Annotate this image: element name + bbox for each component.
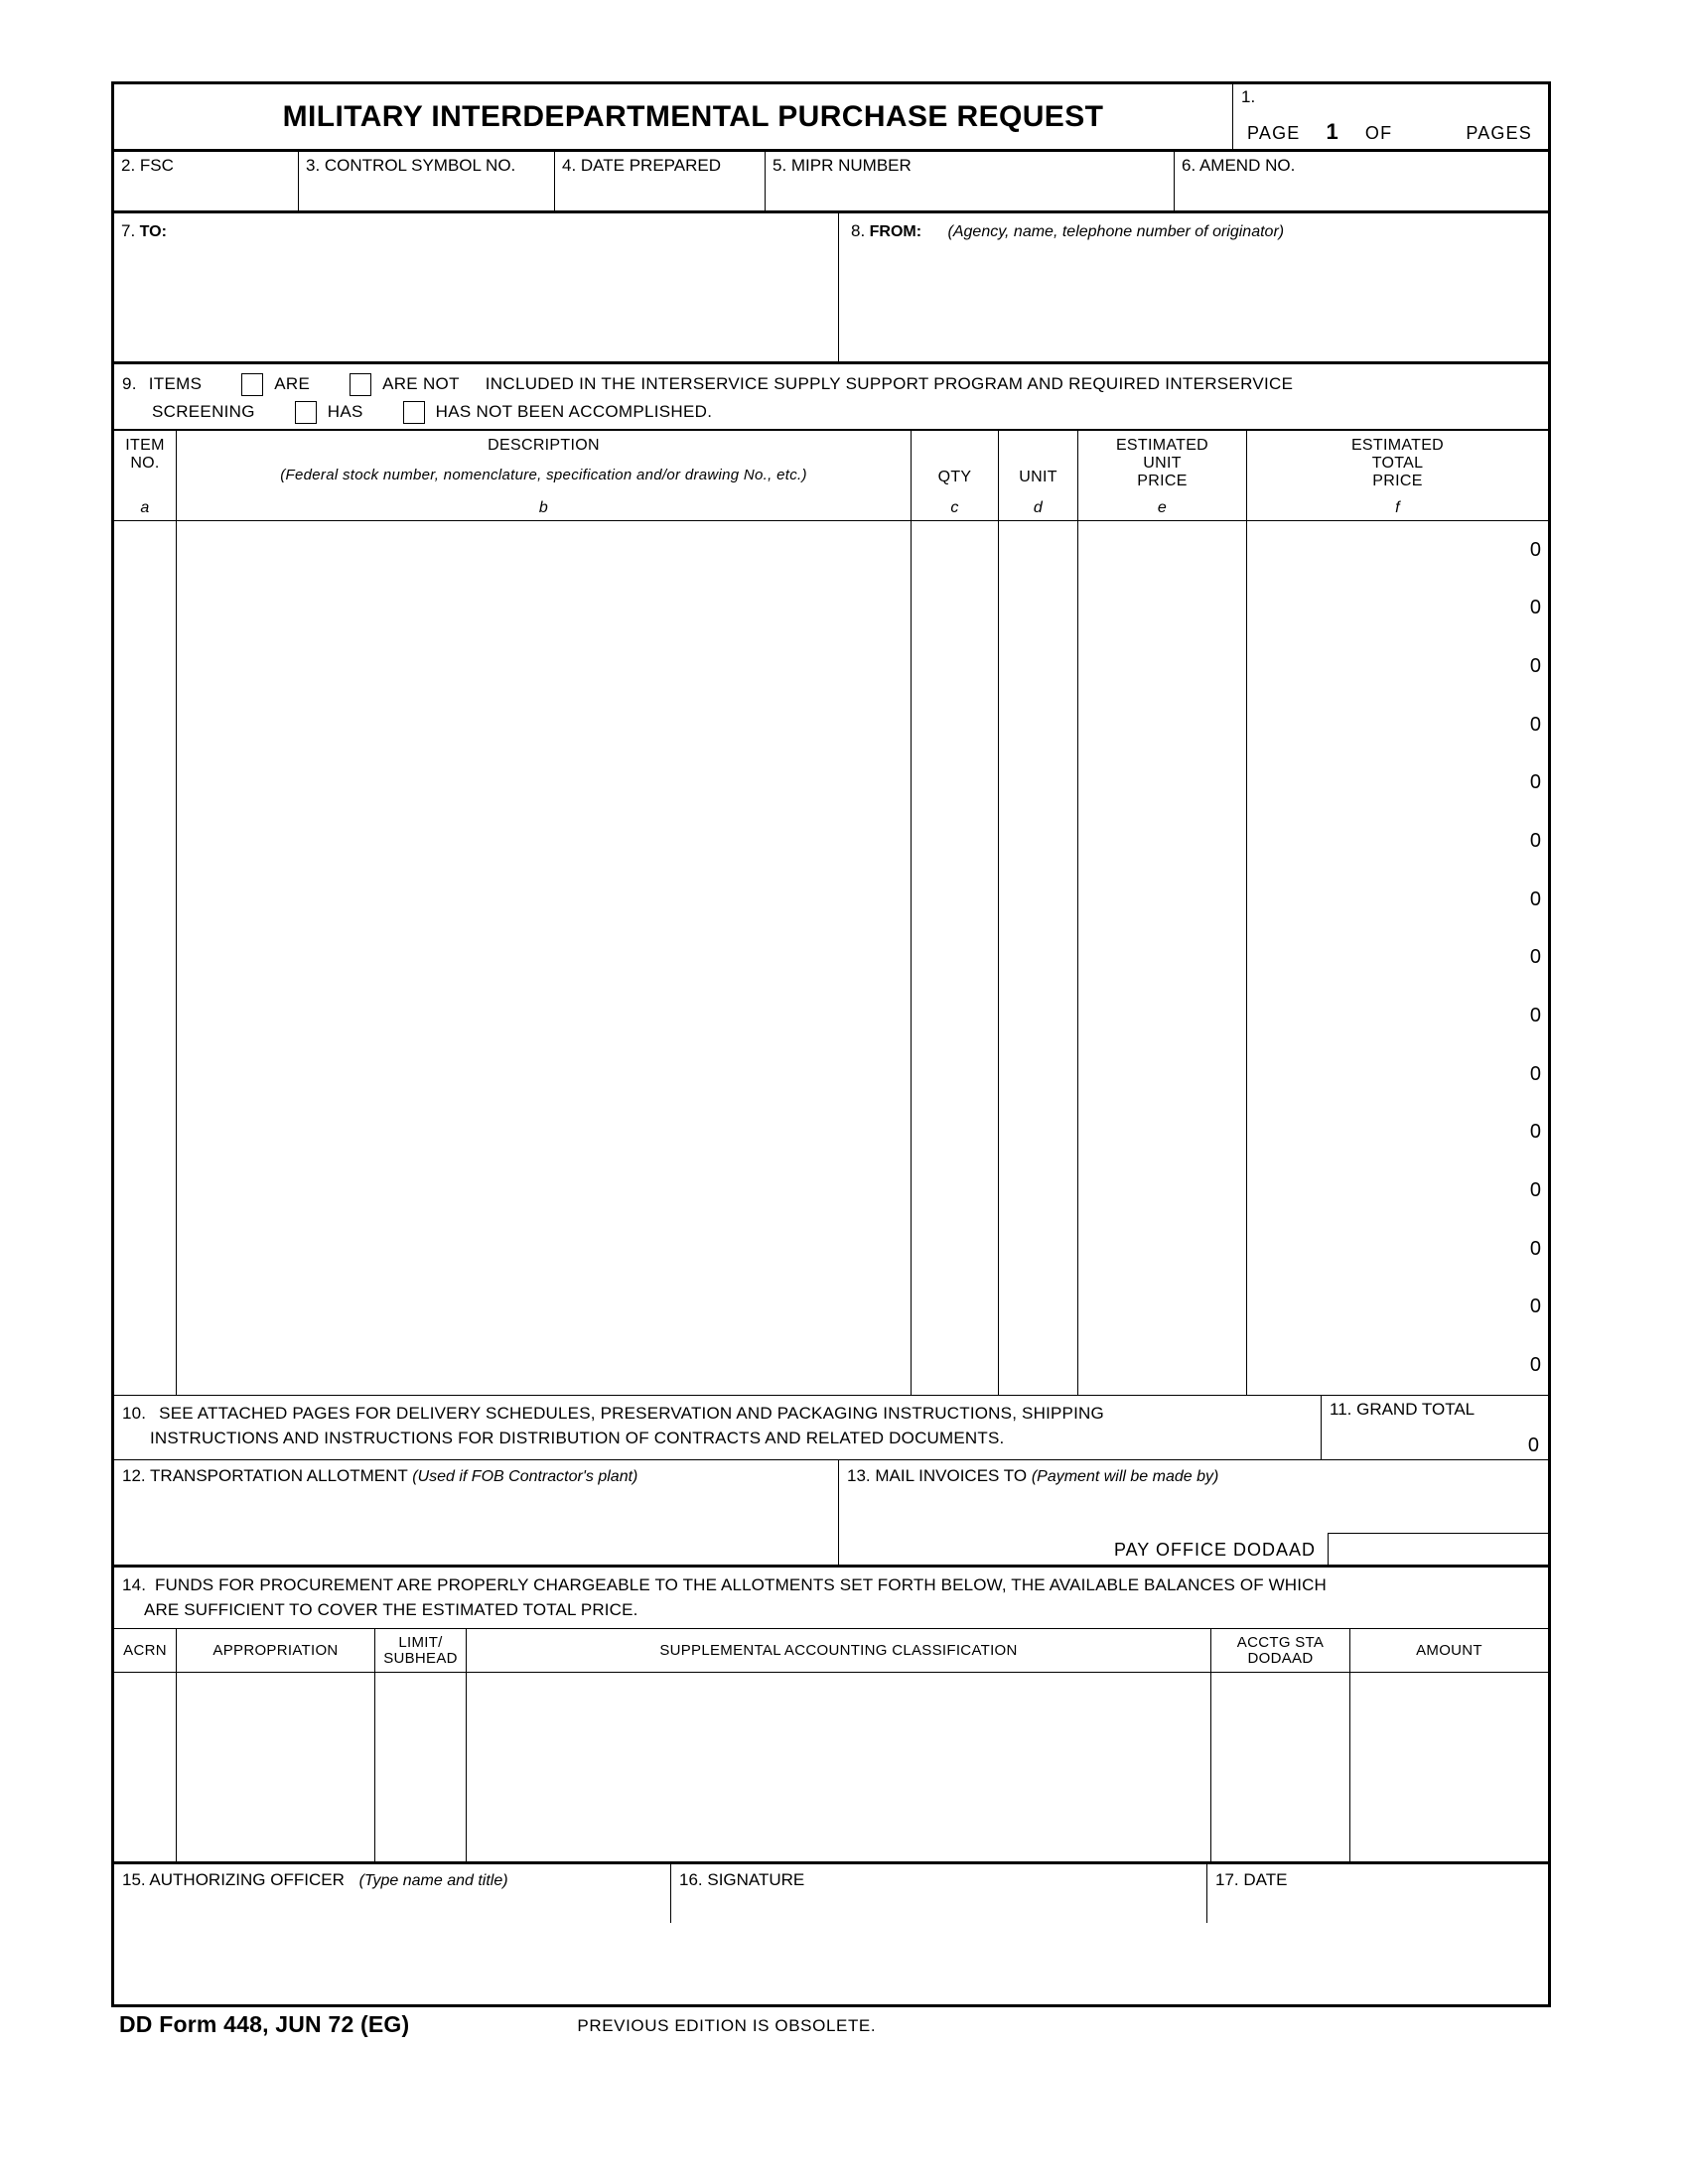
column-header-description xyxy=(176,431,911,520)
block-number-1: 1. xyxy=(1241,87,1256,106)
identification-row xyxy=(114,152,1548,213)
items-column-qty[interactable] xyxy=(911,521,998,1395)
estimated-total-price-values xyxy=(1501,521,1541,1395)
item-12-transportation-allotment[interactable] xyxy=(114,1460,838,1565)
table-row-estimated-total-price: 0 xyxy=(1529,771,1541,794)
column-header-acrn: ACRN xyxy=(123,1641,167,1659)
checkbox-items-are[interactable] xyxy=(241,373,263,396)
form-title-container xyxy=(114,84,1232,149)
column-header-limit-line2: SUBHEAD xyxy=(383,1649,458,1667)
item-12-label: 12. TRANSPORTATION ALLOTMENT xyxy=(122,1466,408,1485)
column-header-acctg-sta-dodaad xyxy=(1210,1629,1349,1672)
form-identifier: DD Form 448, JUN 72 (EG) xyxy=(119,2011,410,2037)
of-word-label: OF xyxy=(1364,123,1393,143)
pay-office-dodaad-label: PAY OFFICE DODAAD xyxy=(1113,1540,1316,1560)
field-fsc-label: 2. FSC xyxy=(121,156,174,175)
column-header-item-no-line1: ITEM xyxy=(125,437,165,454)
item-9-screening-label: SCREENING xyxy=(152,402,255,421)
items-column-description[interactable] xyxy=(176,521,911,1395)
item-15-authorizing-officer[interactable] xyxy=(114,1864,670,1923)
form-frame xyxy=(111,81,1551,2007)
item-17-date[interactable] xyxy=(1206,1864,1548,1923)
items-column-item-no[interactable] xyxy=(114,521,176,1395)
form-footer xyxy=(111,2011,1551,2051)
checkbox-items-are-not[interactable] xyxy=(350,373,371,396)
item-10-line-2: INSTRUCTIONS AND INSTRUCTIONS FOR DISTRIBUTION OF CONTRACTS AND RELATED DOCUMENTS. xyxy=(150,1428,1005,1447)
item-14-line-2: ARE SUFFICIENT TO COVER THE ESTIMATED TOTAL PRICE. xyxy=(144,1599,638,1619)
column-header-description-label: DESCRIPTION xyxy=(488,437,600,454)
column-header-limit-subhead xyxy=(374,1629,466,1672)
previous-edition-notice: PREVIOUS EDITION IS OBSOLETE. xyxy=(577,2016,877,2035)
item-11-value: 0 xyxy=(1527,1434,1539,1456)
item-15-label: 15. AUTHORIZING OFFICER xyxy=(122,1870,345,1889)
items-column-estimated-total-price[interactable] xyxy=(1246,521,1548,1395)
page-number-value[interactable]: 1 xyxy=(1326,119,1339,144)
field-from-number: 8. xyxy=(851,221,866,240)
accounting-table-body xyxy=(114,1673,1548,1861)
item-9-included-text: INCLUDED IN THE INTERSERVICE SUPPLY SUPPORT PROGRAM AND REQUIRED INTERSERVICE xyxy=(485,374,1294,393)
item-9-has-not-label: HAS NOT BEEN ACCOMPLISHED. xyxy=(435,402,713,421)
table-row-estimated-total-price: 0 xyxy=(1529,1005,1541,1027)
table-row-estimated-total-price: 0 xyxy=(1529,1121,1541,1144)
field-date-prepared-label: 4. DATE PREPARED xyxy=(562,156,721,175)
table-row-estimated-total-price: 0 xyxy=(1529,655,1541,678)
column-header-unit-label: UNIT xyxy=(1019,469,1057,485)
accounting-table-header xyxy=(114,1629,1548,1673)
item-9-items-label: ITEMS xyxy=(148,374,203,393)
table-row-estimated-total-price: 0 xyxy=(1529,887,1541,910)
item-14-funds-certification xyxy=(114,1568,1548,1629)
table-row-estimated-total-price: 0 xyxy=(1529,946,1541,969)
column-letter-d: d xyxy=(1033,499,1044,516)
column-header-unit xyxy=(998,431,1077,520)
field-to[interactable] xyxy=(114,213,838,361)
item-12-hint: (Used if FOB Contractor's plant) xyxy=(412,1468,638,1485)
field-fsc[interactable] xyxy=(114,152,298,210)
item-16-label: 16. SIGNATURE xyxy=(679,1870,805,1889)
column-header-supplemental-accounting: SUPPLEMENTAL ACCOUNTING CLASSIFICATION xyxy=(466,1629,1210,1672)
item-9-number: 9. xyxy=(122,374,137,393)
item-9-line-1 xyxy=(122,370,1548,398)
column-header-etp-line1: ESTIMATED xyxy=(1350,437,1445,454)
column-letter-b: b xyxy=(538,499,549,516)
page-word-label: PAGE xyxy=(1247,123,1301,143)
column-header-qty-label: QTY xyxy=(937,469,972,485)
item-9-are-label: ARE xyxy=(274,374,311,393)
column-header-etp-line2: TOTAL xyxy=(1371,454,1424,472)
field-from[interactable] xyxy=(838,213,1548,361)
field-amend-no[interactable] xyxy=(1174,152,1548,210)
item-9-line-2 xyxy=(122,398,1548,426)
title-band xyxy=(114,84,1548,152)
field-amend-no-label: 6. AMEND NO. xyxy=(1182,156,1296,175)
table-row-estimated-total-price: 0 xyxy=(1529,1062,1541,1085)
item-13-hint: (Payment will be made by) xyxy=(1031,1468,1219,1485)
item-14-number: 14. xyxy=(122,1575,147,1594)
page-number-block xyxy=(1232,84,1548,149)
column-header-eup-line1: ESTIMATED xyxy=(1115,437,1209,454)
field-to-label: TO: xyxy=(139,223,167,240)
item-11-label: 11. GRAND TOTAL xyxy=(1330,1400,1476,1419)
item-11-grand-total[interactable] xyxy=(1321,1396,1548,1459)
column-header-eup-line3: PRICE xyxy=(1137,472,1188,489)
table-row-estimated-total-price: 0 xyxy=(1529,830,1541,853)
item-14-line-1: FUNDS FOR PROCUREMENT ARE PROPERLY CHARGEABLE TO THE ALLOTMENTS SET FORTH BELOW, THE AVAILABLE BALANCES OF WHICH xyxy=(154,1575,1327,1594)
accounting-column-acctg-sta-dodaad[interactable] xyxy=(1210,1673,1349,1861)
column-header-acctg-line2: DODAAD xyxy=(1247,1649,1314,1667)
column-header-item-no-line2: NO. xyxy=(130,454,160,472)
item-10-line-1-wrap xyxy=(122,1402,1321,1427)
item-14-line-1-wrap xyxy=(122,1573,1548,1598)
field-to-number: 7. xyxy=(121,221,136,240)
accounting-column-limit-subhead[interactable] xyxy=(374,1673,466,1861)
field-date-prepared[interactable] xyxy=(554,152,765,210)
accounting-column-amount[interactable] xyxy=(1349,1673,1548,1861)
field-mipr-number[interactable] xyxy=(765,152,1174,210)
column-header-amount: AMOUNT xyxy=(1349,1629,1548,1672)
item-9-are-not-label: ARE NOT xyxy=(382,374,460,393)
table-row-estimated-total-price: 0 xyxy=(1529,1179,1541,1202)
accounting-column-acrn[interactable] xyxy=(114,1673,176,1861)
column-header-limit-line1: LIMIT/ xyxy=(398,1633,443,1651)
table-row-estimated-total-price: 0 xyxy=(1529,538,1541,561)
column-header-estimated-total-price xyxy=(1246,431,1548,520)
column-letter-c: c xyxy=(950,499,959,516)
item-16-signature[interactable] xyxy=(670,1864,1206,1923)
item-10-line-1: SEE ATTACHED PAGES FOR DELIVERY SCHEDULES, PRESERVATION AND PACKAGING INSTRUCTIONS, SHIPPING xyxy=(159,1404,1104,1423)
table-row-estimated-total-price: 0 xyxy=(1529,597,1541,619)
field-control-symbol-no-label: 3. CONTROL SYMBOL NO. xyxy=(306,156,516,175)
column-header-description-hint: (Federal stock number, nomenclature, specification and/or drawing No., etc.) xyxy=(280,467,807,483)
item-17-label: 17. DATE xyxy=(1215,1870,1288,1889)
items-table-header xyxy=(114,430,1548,521)
accounting-column-supplemental[interactable] xyxy=(466,1673,1210,1861)
table-row-estimated-total-price: 0 xyxy=(1529,1296,1541,1318)
items-table-body xyxy=(114,521,1548,1395)
signature-row xyxy=(114,1861,1548,1923)
page-of-pages-line xyxy=(1233,119,1548,145)
column-letter-a: a xyxy=(140,499,150,516)
checkbox-screening-has[interactable] xyxy=(295,401,317,424)
item-10-number: 10. xyxy=(122,1404,147,1423)
field-control-symbol-no[interactable] xyxy=(298,152,554,210)
field-from-label: FROM: xyxy=(869,223,922,240)
item-13-label: 13. MAIL INVOICES TO xyxy=(847,1466,1028,1485)
column-header-qty xyxy=(911,431,998,520)
pay-office-dodaad-row xyxy=(1114,1533,1548,1565)
items-column-estimated-unit-price[interactable] xyxy=(1077,521,1246,1395)
table-row-estimated-total-price: 0 xyxy=(1529,713,1541,736)
column-letter-f: f xyxy=(1395,499,1400,516)
item-10-note xyxy=(114,1396,1321,1459)
table-row-estimated-total-price: 0 xyxy=(1529,1354,1541,1377)
column-header-etp-line3: PRICE xyxy=(1372,472,1423,489)
column-header-eup-line2: UNIT xyxy=(1143,454,1182,472)
item-9-interservice-block xyxy=(114,364,1548,430)
column-header-estimated-unit-price xyxy=(1077,431,1246,520)
pay-office-dodaad-input[interactable] xyxy=(1328,1533,1548,1565)
column-letter-e: e xyxy=(1157,499,1168,516)
column-header-appropriation: APPROPRIATION xyxy=(176,1629,374,1672)
item-12-13-row xyxy=(114,1460,1548,1568)
page-title: MILITARY INTERDEPARTMENTAL PURCHASE REQUEST xyxy=(282,99,1104,133)
item-10-11-row xyxy=(114,1395,1548,1460)
items-column-unit[interactable] xyxy=(998,521,1077,1395)
table-row-estimated-total-price: 0 xyxy=(1529,1237,1541,1260)
pages-word-label: PAGES xyxy=(1466,123,1533,143)
to-from-row xyxy=(114,213,1548,364)
field-from-hint: (Agency, name, telephone number of originator) xyxy=(947,223,1285,240)
column-header-item-no xyxy=(114,431,176,520)
accounting-column-appropriation[interactable] xyxy=(176,1673,374,1861)
item-13-mail-invoices-to[interactable] xyxy=(838,1460,1548,1565)
column-header-acctg-line1: ACCTG STA xyxy=(1236,1633,1325,1651)
item-15-hint: (Type name and title) xyxy=(358,1872,508,1889)
item-9-has-label: HAS xyxy=(327,402,363,421)
checkbox-screening-has-not[interactable] xyxy=(403,401,425,424)
field-mipr-number-label: 5. MIPR NUMBER xyxy=(773,156,912,175)
